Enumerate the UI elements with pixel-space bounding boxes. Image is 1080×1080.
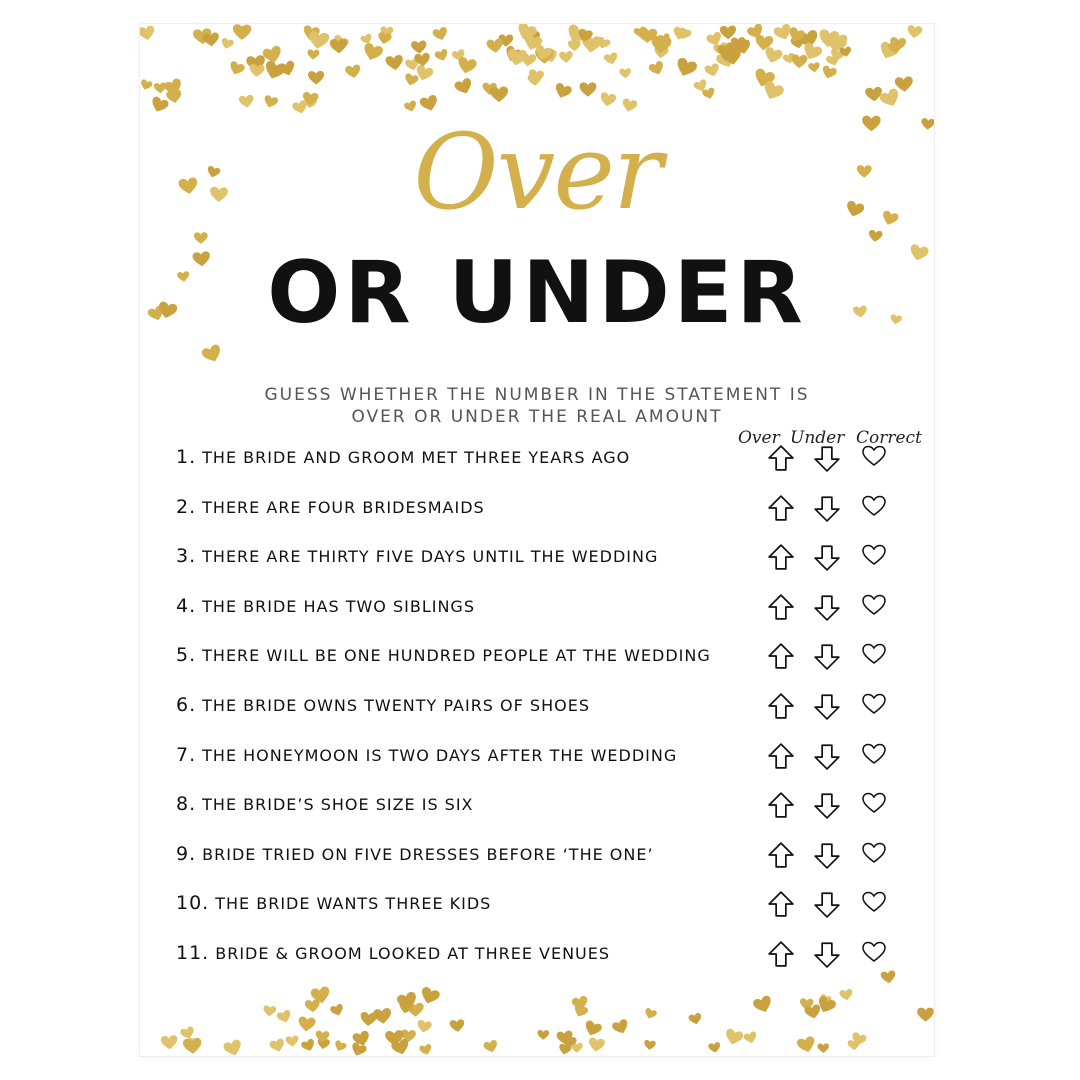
gold-heart [895,76,914,93]
arrow-up-outline-icon[interactable] [768,692,794,720]
question-row [176,793,736,823]
heart-outline-icon[interactable] [862,642,886,666]
gold-heart [285,1035,299,1047]
arrow-down-outline-icon[interactable] [814,890,840,918]
question-row [176,892,736,922]
arrow-down-outline-icon[interactable] [814,593,840,621]
question-text: THERE WILL BE ONE HUNDRED PEOPLE AT THE WEDDING [202,646,711,666]
gold-heart [305,999,321,1013]
arrow-down-outline-icon[interactable] [814,742,840,770]
question-number: 3. [176,545,197,568]
question-number: 9. [176,842,197,865]
gold-heart [559,51,573,63]
answer-icons [768,841,898,871]
gold-heart [643,1007,657,1020]
gold-heart [228,60,246,77]
gold-heart [644,1040,657,1051]
gold-heart [161,1035,178,1050]
question-number: 6. [176,694,197,716]
answer-icons [768,642,898,672]
answer-icons [768,890,898,920]
gold-heart [223,1039,244,1056]
instructions-line-2: OVER OR UNDER THE REAL AMOUNT [351,407,723,427]
gold-heart [917,1008,934,1022]
gold-heart [297,1016,316,1032]
gold-heart [720,25,737,39]
gold-heart [611,1018,630,1036]
question-row [176,496,736,526]
gold-heart [403,73,419,87]
arrow-up-outline-icon[interactable] [768,444,794,472]
gold-heart [839,988,854,1001]
arrow-down-outline-icon[interactable] [814,692,840,720]
question-text: THERE ARE THIRTY FIVE DAYS UNTIL THE WEDDING [202,547,659,567]
column-header-correct: Correct [856,428,922,448]
gold-heart [307,49,320,60]
question-number: 7. [176,743,197,766]
answer-icons [768,940,898,970]
answer-icons [768,791,898,821]
gold-heart [434,48,450,63]
question-row [176,744,736,774]
arrow-up-outline-icon[interactable] [768,642,794,670]
gold-heart [262,60,286,82]
column-header-over: Over [738,428,780,448]
arrow-up-outline-icon[interactable] [768,940,794,968]
gold-heart [203,32,220,47]
gold-heart [419,1043,433,1056]
gold-heart [752,995,774,1015]
gold-heart [579,82,596,96]
question-text: THE HONEYMOON IS TWO DAYS AFTER THE WEDDING [202,745,678,765]
gold-heart [269,1038,286,1054]
question-row [176,644,736,674]
question-text: THE BRIDE AND GROOM MET THREE YEARS AGO [202,448,631,467]
gold-heart [619,68,631,78]
arrow-down-outline-icon[interactable] [814,940,840,968]
heart-outline-icon[interactable] [862,543,886,567]
question-number: 11. [176,942,210,964]
answer-icons [768,692,898,722]
answer-icons [768,543,898,573]
question-text: BRIDE & GROOM LOOKED AT THREE VENUES [215,944,611,963]
gold-heart [449,1019,465,1033]
question-number: 8. [176,793,197,816]
gold-heart [483,1039,499,1054]
question-number: 10. [176,892,210,915]
question-text: BRIDE TRIED ON FIVE DRESSES BEFORE ‘THE ONE’ [202,844,654,864]
question-row [176,942,736,972]
question-text: THE BRIDE OWNS TWENTY PAIRS OF SHOES [202,696,590,715]
gold-heart [432,26,449,42]
gold-heart [350,1042,368,1056]
gold-heart [140,25,156,41]
gold-heart [411,40,427,54]
heart-outline-icon[interactable] [862,890,886,914]
question-text: THE BRIDE HAS TWO SIBLINGS [202,596,475,616]
question-number: 2. [176,495,197,518]
instructions-line-1: GUESS WHETHER THE NUMBER IN THE STATEMENT IS [264,385,810,405]
gold-heart [345,64,362,79]
heart-outline-icon[interactable] [862,742,886,766]
arrow-down-outline-icon[interactable] [814,444,840,472]
gold-heart [724,1028,745,1047]
question-text: THE BRIDE WANTS THREE KIDS [215,894,492,914]
gold-heart [361,42,384,63]
question-row [176,446,736,476]
gold-heart [416,1019,432,1033]
gold-heart [456,56,477,75]
gold-heart [201,343,224,364]
arrow-up-outline-icon[interactable] [768,543,794,571]
gold-heart [817,1043,829,1053]
gold-heart [385,54,404,71]
gold-heart [329,1003,344,1017]
answer-icons [768,742,898,772]
gold-heart [308,71,324,85]
game-card [140,24,934,1056]
answer-icons [768,494,898,524]
gold-heart [588,1037,606,1052]
gold-heart [868,230,883,243]
arrow-up-outline-icon[interactable] [768,890,794,918]
gold-heart [300,1038,316,1053]
gold-heart [820,65,837,81]
heart-outline-icon[interactable] [862,444,886,468]
gold-heart [149,95,170,114]
gold-heart [537,1030,549,1040]
gold-heart [763,46,784,65]
arrow-down-outline-icon[interactable] [814,841,840,869]
gold-heart [373,1008,393,1025]
arrow-up-outline-icon[interactable] [768,841,794,869]
question-text: THE BRIDE’S SHOE SIZE IS SIX [202,795,474,815]
question-row [176,843,736,873]
gold-heart [878,87,902,110]
arrow-up-outline-icon[interactable] [768,494,794,522]
gold-heart [704,63,721,79]
question-number: 4. [176,594,197,617]
arrow-down-outline-icon[interactable] [814,543,840,571]
question-number: 1. [176,446,197,468]
gold-heart [262,94,278,109]
gold-heart [648,60,666,77]
title-over: Over [413,111,661,233]
gold-heart [708,1042,722,1054]
arrow-up-outline-icon[interactable] [768,791,794,819]
gold-heart [220,37,234,50]
arrow-up-outline-icon[interactable] [768,742,794,770]
gold-heart [907,25,923,39]
gold-heart [140,79,153,92]
gold-heart [583,1019,603,1038]
gold-heart [194,232,208,244]
heart-outline-icon[interactable] [862,841,886,865]
arrow-down-outline-icon[interactable] [814,494,840,522]
heart-outline-icon[interactable] [862,791,886,815]
gold-heart [490,86,509,102]
gold-heart [276,1009,293,1025]
question-row [176,694,736,724]
gold-heart [263,1005,277,1017]
gold-heart [791,54,808,68]
gold-heart [238,94,254,108]
gold-heart [808,62,821,73]
gold-heart [453,77,474,96]
gold-heart [599,92,617,108]
gold-heart [333,1040,347,1054]
gold-heart [743,1031,758,1045]
question-row [176,595,736,625]
heart-outline-icon[interactable] [862,494,886,518]
answer-icons [768,444,898,474]
question-text: THERE ARE FOUR BRIDESMAIDS [202,497,485,517]
gold-heart [674,57,698,80]
gold-heart [880,970,896,984]
title-or-under: OR UNDER [267,243,807,343]
heart-outline-icon[interactable] [862,593,886,617]
arrow-down-outline-icon[interactable] [814,791,840,819]
gold-heart [180,1026,196,1041]
gold-heart [603,52,619,66]
question-number: 5. [176,644,197,667]
question-row [176,545,736,575]
heart-outline-icon[interactable] [862,940,886,964]
gold-heart [688,1012,703,1025]
gold-heart [486,38,504,54]
gold-heart [553,82,573,100]
gold-heart [419,986,441,1006]
arrow-up-outline-icon[interactable] [768,593,794,621]
column-header-under: Under [790,428,845,448]
gold-heart [796,1035,817,1054]
heart-outline-icon[interactable] [862,692,886,716]
answer-icons [768,593,898,623]
gold-heart [865,86,883,102]
arrow-down-outline-icon[interactable] [814,642,840,670]
